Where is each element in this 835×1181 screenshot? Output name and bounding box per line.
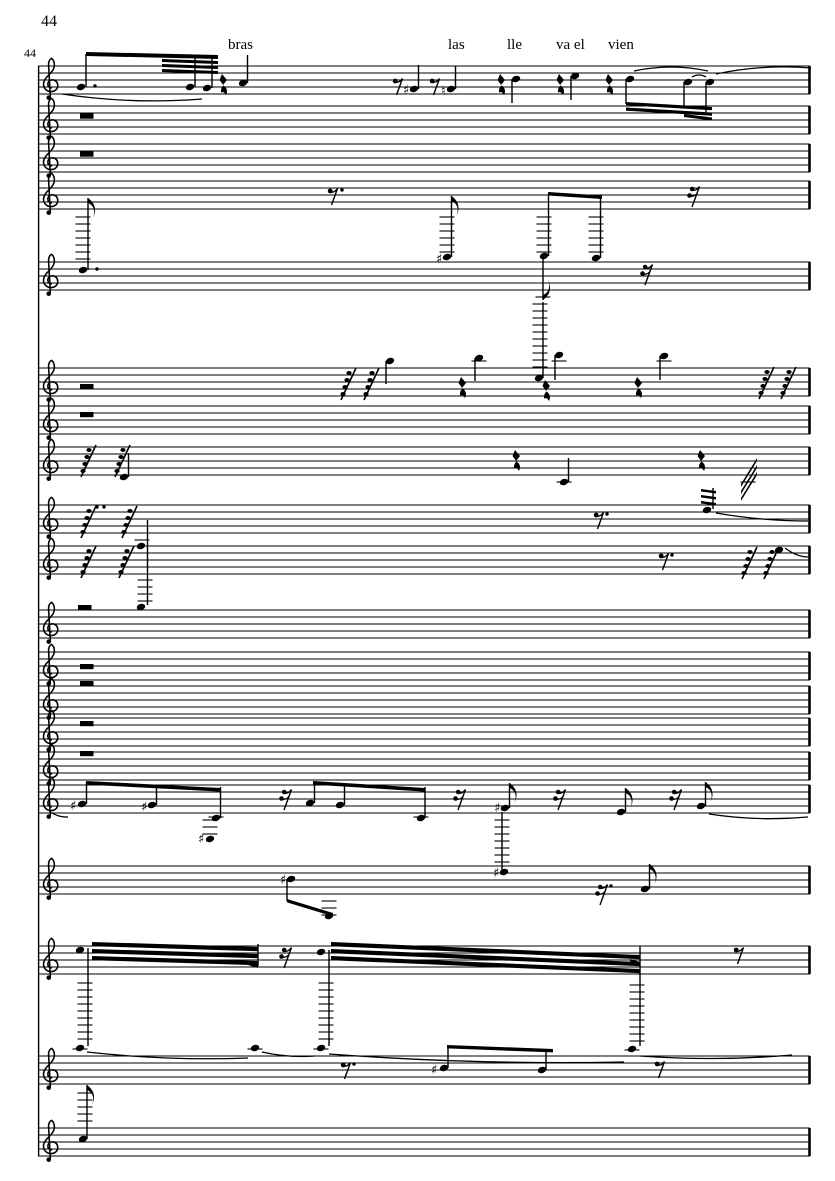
staff-13 xyxy=(38,678,811,720)
lyric-syllable: vien xyxy=(608,37,634,53)
svg-text:♯: ♯ xyxy=(493,866,500,881)
staff-17 xyxy=(38,858,811,920)
final-barline xyxy=(808,866,811,894)
final-barline xyxy=(808,546,811,574)
final-barline xyxy=(808,652,811,680)
lyric-syllable: bras xyxy=(228,37,253,53)
final-barline xyxy=(808,106,811,134)
final-barline xyxy=(808,66,811,94)
staff-10 xyxy=(38,538,811,580)
final-barline xyxy=(808,262,811,290)
lyric-syllable: las xyxy=(448,37,465,53)
final-barline xyxy=(808,144,811,172)
final-barline xyxy=(808,718,811,746)
svg-text:♯: ♯ xyxy=(198,832,205,847)
staff-12 xyxy=(38,644,811,686)
staff-11 xyxy=(38,602,811,644)
measure-number-outer: 44 xyxy=(41,13,57,30)
staff-01-voice-notation xyxy=(62,52,811,121)
final-barline xyxy=(808,368,811,396)
staff-02-notation xyxy=(80,114,94,119)
final-barline xyxy=(808,406,811,434)
final-barline xyxy=(808,1128,811,1156)
staff-01-voice xyxy=(38,52,811,121)
staff-06 xyxy=(38,302,811,402)
staff-07-notation xyxy=(80,412,94,417)
final-barline xyxy=(808,505,811,533)
svg-text:♯: ♯ xyxy=(280,873,287,888)
staff-14 xyxy=(38,710,811,752)
final-barline xyxy=(808,1056,811,1084)
svg-text:♯: ♯ xyxy=(70,799,77,814)
lyric-syllable: lle xyxy=(507,37,522,53)
staff-05 xyxy=(38,198,811,300)
final-barline xyxy=(808,785,811,813)
final-barline xyxy=(808,946,811,974)
final-barline xyxy=(808,686,811,714)
staff-08-notation xyxy=(80,445,757,501)
svg-text:♮: ♮ xyxy=(441,84,446,99)
staff-15-notation xyxy=(80,751,94,756)
svg-text:♯: ♯ xyxy=(431,1063,438,1078)
final-barline xyxy=(808,181,811,209)
svg-text:♯: ♯ xyxy=(436,252,443,267)
staff-08 xyxy=(38,439,811,501)
svg-text:♯: ♯ xyxy=(494,801,501,816)
staff-18 xyxy=(38,938,811,1046)
staff-03 xyxy=(38,136,811,178)
staff-02 xyxy=(38,98,811,140)
final-barline xyxy=(808,447,811,475)
staff-19-notation xyxy=(73,1044,793,1079)
staff-07 xyxy=(38,398,811,440)
staff-15 xyxy=(38,744,811,786)
staff-13-notation xyxy=(80,681,94,686)
staff-18-notation xyxy=(75,942,744,1046)
staff-14-notation xyxy=(80,721,94,726)
staff-16-notation xyxy=(50,781,808,870)
measure-number-inner: 44 xyxy=(24,46,36,60)
svg-text:♯: ♯ xyxy=(403,83,410,98)
staff-04 xyxy=(38,173,811,267)
score-render xyxy=(38,52,811,1162)
staff-17-notation xyxy=(280,864,657,920)
staff-06-notation xyxy=(80,302,796,401)
final-barline xyxy=(808,610,811,638)
final-barline xyxy=(808,752,811,780)
staff-12-notation xyxy=(80,664,94,669)
staff-03-notation xyxy=(80,152,94,157)
staff-19 xyxy=(38,1044,811,1090)
staff-05-notation xyxy=(76,198,653,300)
lyric-syllable: va el xyxy=(556,37,585,53)
svg-text:♯: ♯ xyxy=(141,800,148,815)
staff-16 xyxy=(38,777,811,870)
staff-20 xyxy=(38,1085,811,1162)
staff-04-notation xyxy=(328,187,700,268)
